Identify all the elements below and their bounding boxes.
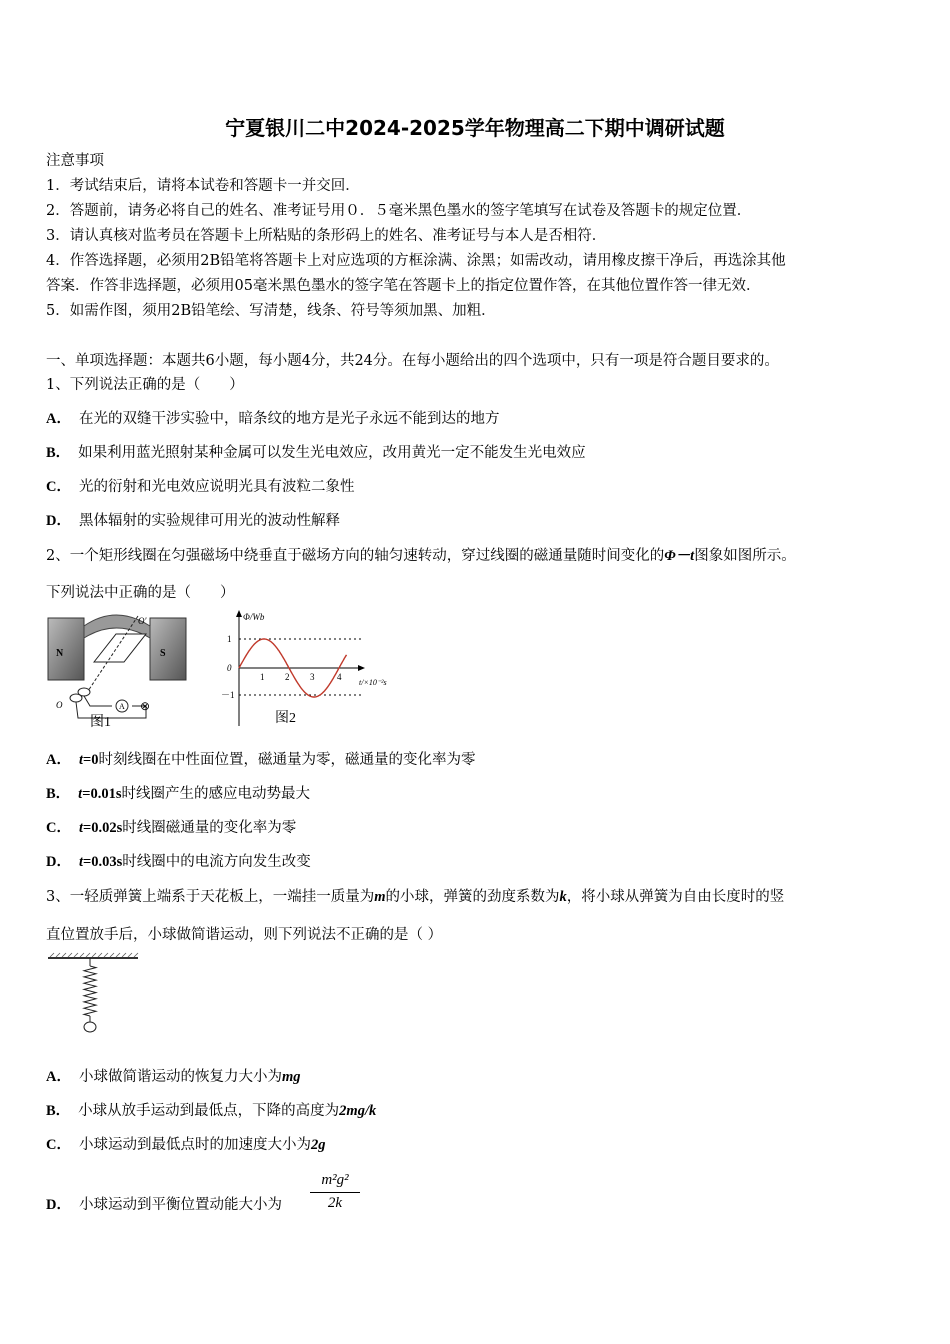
question-1-stem: 1、下列说法正确的是（ ） [46, 377, 244, 393]
q1-option-d [46, 511, 340, 531]
ball [84, 1022, 96, 1032]
magnet-n-pole [48, 618, 84, 680]
time-value: =0.02s [83, 820, 123, 836]
option-text: 时线圈磁通量的变化率为零 [122, 820, 297, 836]
q2-option-a [46, 750, 476, 770]
option-expression: mg [281, 1069, 301, 1085]
generator-figure [46, 612, 191, 732]
time-value: =0 [83, 752, 99, 768]
time-var: t [78, 820, 84, 836]
option-text: 小球从放手运动到最低点，下降的高度为 [78, 1103, 340, 1119]
figure-2-caption: 图2 [275, 711, 296, 726]
spring-constant-symbol: k [559, 889, 567, 905]
section-heading: 一、单项选择题：本题共6小题，每小题4分，共24分。在每小题给出的四个选项中，只有一项是符合题目要求的。 [46, 353, 779, 369]
time-value: =0.03s [83, 854, 123, 870]
option-label: A． [46, 752, 71, 768]
time-var: t [78, 786, 83, 802]
phi-t-chart [215, 608, 415, 732]
fraction-denominator: 2k [327, 1195, 343, 1211]
y-tick-label: 0 [227, 663, 232, 673]
time-var: t [78, 752, 84, 768]
option-text: 时线圈中的电流方向发生改变 [122, 854, 311, 870]
option-label: C． [46, 1137, 71, 1153]
option-expression: 2g [310, 1137, 326, 1153]
q3-option-c [46, 1135, 325, 1155]
wire [76, 702, 146, 718]
option-text: 小球运动到平衡位置动能大小为 [78, 1197, 282, 1213]
mass-symbol: m [374, 889, 386, 905]
x-axis-label: t/×10⁻²s [359, 678, 387, 687]
option-label: C． [46, 820, 71, 836]
option-text: 小球做简谐运动的恢复力大小为 [78, 1069, 282, 1085]
option-label: A． [46, 411, 71, 427]
option-label: D． [46, 513, 71, 529]
notice-item: 4．作答选择题，必须用2B铅笔将答题卡上对应选项的方框涂满、涂黑；如需改动，请用橡皮擦干净后，再选涂其他 [46, 253, 786, 269]
option-text: 在光的双缝干涉实验中，暗条纹的地方是光子永远不能到达的地方 [78, 411, 500, 427]
stem-text: 2、一个矩形线圈在匀强磁场中绕垂直于磁场方向的轴匀速转动，穿过线圈的磁通量随时间变化的 [46, 548, 665, 564]
notice-item: 1．考试结束后，请将本试卷和答题卡一并交回． [46, 178, 360, 194]
x-tick-label: 4 [337, 672, 342, 682]
option-label: B． [46, 786, 71, 802]
option-label: B． [46, 445, 71, 461]
option-label: D． [46, 1197, 71, 1213]
stem-text: ，将小球从弹簧为自由长度时的竖 [566, 889, 785, 905]
spring-coil [84, 966, 96, 1016]
option-text: 时刻线圈在中性面位置，磁通量为零，磁通量的变化率为零 [98, 752, 476, 768]
question-3-stem [46, 887, 784, 907]
n-label: N [56, 648, 64, 659]
wire [84, 696, 112, 706]
q2-option-b [46, 784, 310, 804]
fraction-numerator: m²g² [310, 1170, 360, 1193]
magnet-s-pole [150, 618, 186, 680]
time-value: =0.01s [82, 786, 122, 802]
fraction [310, 1170, 360, 1213]
option-text: 如果利用蓝光照射某种金属可以发生光电效应，改用黄光一定不能发生光电效应 [78, 445, 586, 461]
phi-t-symbol: Φ－t [664, 548, 695, 564]
spring-figure [46, 952, 142, 1036]
y-tick-label: －1 [221, 690, 235, 700]
q3-option-b [46, 1101, 376, 1121]
y-axis-arrow [236, 610, 242, 617]
x-axis-arrow [358, 665, 365, 671]
q3-option-a [46, 1067, 301, 1087]
ammeter-label: A [119, 702, 125, 711]
ceiling-hatch [50, 953, 138, 957]
option-text: 时线圈产生的感应电动势最大 [121, 786, 310, 802]
x-tick-label: 2 [285, 672, 290, 682]
slip-ring [70, 694, 82, 702]
coil [94, 634, 146, 662]
option-text: 光的衍射和光电效应说明光具有波粒二象性 [78, 479, 355, 495]
q2-option-c [46, 818, 296, 838]
time-var: t [78, 854, 84, 870]
q2-option-d [46, 852, 311, 872]
q1-option-c [46, 477, 354, 497]
option-label: D． [46, 854, 71, 870]
y-tick-label: 1 [227, 634, 232, 644]
lamp-icon: ⊗ [140, 699, 151, 713]
stem-text: 的小球，弹簧的劲度系数为 [385, 889, 560, 905]
option-label: A． [46, 1069, 71, 1085]
option-label: C． [46, 479, 71, 495]
stem-text: 3、一轻质弹簧上端系于天花板上，一端挂一质量为 [46, 889, 375, 905]
s-label: S [160, 648, 166, 659]
option-label: B． [46, 1103, 71, 1119]
notice-heading: 注意事项 [46, 153, 104, 169]
q1-option-b [46, 443, 586, 463]
option-text: 小球运动到最低点时的加速度大小为 [78, 1137, 311, 1153]
q1-option-a [46, 409, 499, 429]
option-text: 黑体辐射的实验规律可用光的波动性解释 [78, 513, 340, 529]
notice-item: 3．请认真核对监考员在答题卡上所粘贴的条形码上的姓名、准考证号与本人是否相符． [46, 228, 607, 244]
o-prime-label: O′ [138, 616, 147, 626]
question-2-stem [46, 546, 796, 566]
o-label: O [56, 700, 63, 710]
notice-item: 答案．作答非选择题，必须用05毫米黑色墨水的签字笔在答题卡上的指定位置作答，在其他位置作答一律无效． [46, 278, 761, 294]
figure-1-caption: 图1 [90, 715, 111, 730]
y-axis-label: Φ/Wb [243, 612, 265, 622]
question-3-stem-line2: 直位置放手后，小球做简谐运动，则下列说法不正确的是（ ） [46, 927, 443, 943]
x-tick-label: 1 [260, 672, 265, 682]
notice-item: 2．答题前，请务必将自己的姓名、准考证号用０．５毫米黑色墨水的签字笔填写在试卷及答题卡的规定位置． [46, 203, 752, 219]
stem-text: 图象如图所示。 [694, 548, 796, 564]
notice-item: 5．如需作图，须用2B铅笔绘、写清楚，线条、符号等须加黑、加粗． [46, 303, 496, 319]
x-tick-label: 3 [310, 672, 315, 682]
question-2-stem-line2: 下列说法中正确的是（ ） [46, 585, 235, 601]
option-expression: 2mg/k [339, 1103, 377, 1119]
page-title: 宁夏银川二中2024-2025学年物理高二下期中调研试题 [225, 116, 725, 140]
q3-option-d [46, 1195, 282, 1215]
